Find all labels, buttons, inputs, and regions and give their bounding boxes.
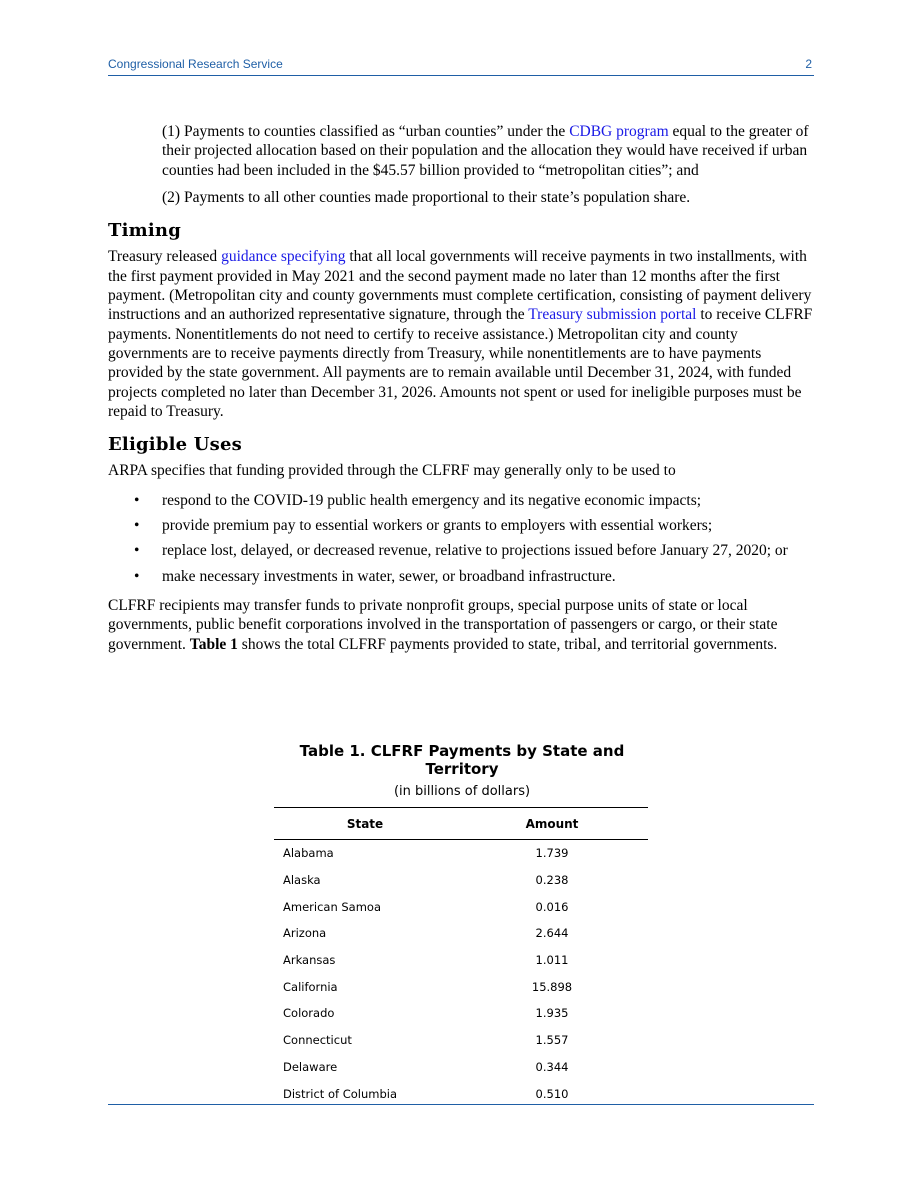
table-title: Table 1. CLFRF Payments by State and Territory <box>299 742 625 778</box>
amount-cell: 0.344 <box>535 1059 569 1074</box>
column-header-state: State <box>274 808 456 840</box>
table-row <box>274 867 648 894</box>
state-cell: Alabama <box>283 846 334 861</box>
amount-cell: 1.739 <box>535 846 569 861</box>
amount-cell: 0.510 <box>535 1086 569 1101</box>
amount-cell: 0.238 <box>535 873 569 888</box>
amount-cell: 2.644 <box>535 926 569 941</box>
bullet-icon: • <box>134 517 140 535</box>
table-row <box>274 1054 648 1081</box>
bullet-icon: • <box>134 567 140 585</box>
state-cell: District of Columbia <box>283 1086 397 1101</box>
eligible-uses-heading: Eligible Uses <box>108 434 242 456</box>
main-content <box>108 122 814 664</box>
column-header-amount: Amount <box>456 808 648 840</box>
list-item: • replace lost, delayed, or decreased revenue, relative to projections issued before January 27, 2020; or <box>134 542 788 560</box>
page-header <box>108 55 814 76</box>
header-title: Congressional Research Service <box>108 57 283 71</box>
table-row <box>274 1080 648 1107</box>
timing-heading: Timing <box>108 220 181 242</box>
table-row <box>274 920 648 947</box>
state-cell: Alaska <box>283 873 321 888</box>
state-cell: Arkansas <box>283 953 336 968</box>
closing-paragraph: CLFRF recipients may transfer funds to private nonprofit groups, special purpose units of state or local governments, public benefit corporations involved in the transportation of passengers or cargo, or their state government. Table 1 shows the total CLFRF payments provided to state, tribal, and territorial governments. <box>108 596 778 653</box>
treasury-portal-link[interactable]: Treasury submission portal <box>528 306 697 324</box>
table-row <box>274 1027 648 1054</box>
table-row <box>274 893 648 920</box>
table-reference: Table 1 <box>189 635 238 653</box>
table-row <box>274 947 648 974</box>
payments-table-block <box>270 742 654 1107</box>
state-cell: Colorado <box>283 1006 335 1021</box>
cdbg-program-link[interactable]: CDBG program <box>569 123 669 140</box>
list-item: • respond to the COVID-19 public health emergency and its negative economic impacts; <box>134 491 702 509</box>
list-item: • provide premium pay to essential workers or grants to employers with essential workers; <box>134 517 713 535</box>
amount-cell: 15.898 <box>531 979 573 994</box>
footer-divider <box>108 1104 814 1105</box>
timing-paragraph: Treasury released guidance specifying that all local governments will receive payments in two installments, with the first payment provided in May 2021 and the second payment made no later than 12 months after the first payment. (Metropolitan city and county governments must complete certification, consisting of payment delivery instructions and an authorized representative signature, through the Treasury submission portal to receive CLFRF payments. Nonentitlements do not need to certify to receive assistance.) Metropolitan city and county governments are to receive payments directly from Treasury, while nonentitlements are to have payments provided by the state government. All payments are to remain available until December 31, 2024, with funded projects completed no later than December 31, 2026. Amounts not spent or used for ineligible purposes must be repaid to Treasury. <box>108 248 813 420</box>
amount-cell: 1.935 <box>535 1006 569 1021</box>
table-subtitle: (in billions of dollars) <box>393 784 531 799</box>
eligible-uses-list <box>108 491 814 586</box>
state-cell: California <box>283 979 338 994</box>
state-cell: American Samoa <box>283 899 382 914</box>
bullet-icon: • <box>134 542 140 560</box>
table-row <box>274 973 648 1000</box>
state-cell: Arizona <box>283 926 327 941</box>
indented-paragraph-2: (2) Payments to all other counties made proportional to their state’s population share. <box>162 188 691 206</box>
amount-cell: 1.557 <box>535 1033 569 1048</box>
page-number: 2 <box>805 57 812 71</box>
table-row <box>274 840 648 867</box>
guidance-link[interactable]: guidance specifying <box>221 248 346 266</box>
bullet-icon: • <box>134 491 140 509</box>
eligible-intro: ARPA specifies that funding provided through the CLFRF may generally only to be used to <box>108 462 676 480</box>
state-cell: Delaware <box>283 1059 338 1074</box>
amount-cell: 1.011 <box>535 953 569 968</box>
payments-table <box>274 807 648 1107</box>
indented-paragraph-1: (1) Payments to counties classified as “urban counties” under the CDBG program equal to the greater of their projected allocation based on their population and the allocation they would have received if urban counties had been included in the $45.57 billion provided to “metropolitan cities”; and <box>162 123 809 179</box>
amount-cell: 0.016 <box>535 899 569 914</box>
list-item: • make necessary investments in water, sewer, or broadband infrastructure. <box>134 567 616 585</box>
table-row <box>274 1000 648 1027</box>
state-cell: Connecticut <box>283 1033 352 1048</box>
